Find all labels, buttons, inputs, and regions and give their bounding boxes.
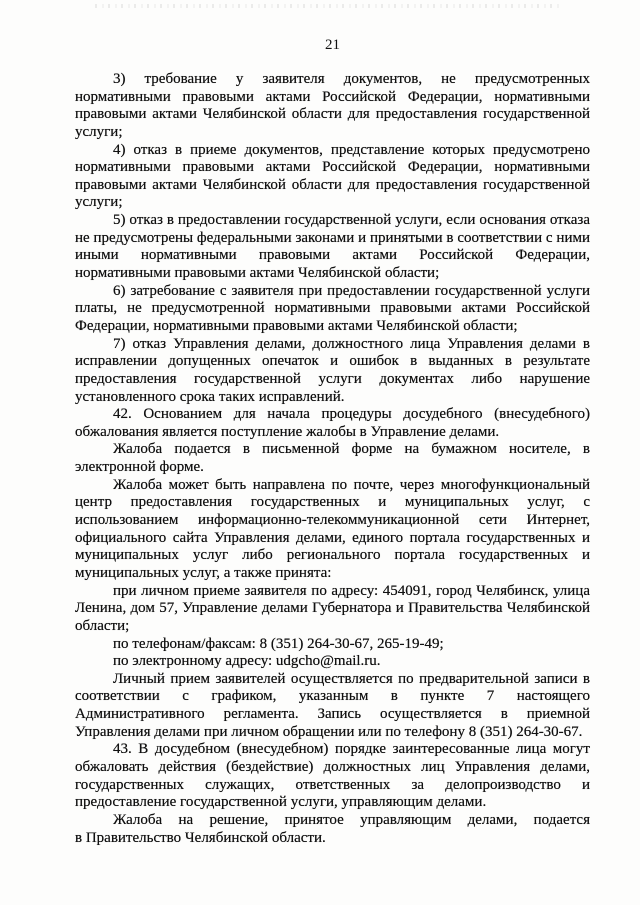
text-line: установленного срока таких исправлений. <box>75 388 345 405</box>
text-line: Жалоба подается в письменной форме на бумажном носителе, в <box>113 441 590 458</box>
paragraph-item-4 <box>75 142 590 213</box>
text-line: 42. Основанием для начала процедуры досудебного (внесудебного) <box>113 406 590 423</box>
text-line: не предусмотрены федеральными законами и принятыми в соответствии с ними <box>75 229 590 246</box>
text-line: официального сайта Управления делами, единого портала государственных и <box>75 529 590 546</box>
text-line: электронной форме. <box>75 459 204 476</box>
paragraph-phone-fax <box>75 636 590 654</box>
text-line: платы, не предусмотренной нормативными правовыми актами Российской <box>75 300 590 317</box>
paragraph-email <box>75 653 590 671</box>
text-line: правовыми актами Челябинской области для предоставления государственной <box>75 176 590 193</box>
text-line: обжаловать действия (бездействие) должностных лиц Управления делами, <box>75 758 590 775</box>
text-line: нормативными правовыми актами Российской Федерации, нормативными <box>75 159 590 176</box>
page-number: 21 <box>325 37 340 53</box>
text-line: иными нормативными правовыми актами Российской Федерации, <box>75 247 590 264</box>
paragraph-item-6 <box>75 283 590 336</box>
text-line: нормативными правовыми актами Челябинской области; <box>75 265 440 282</box>
text-line: услуги; <box>75 123 123 140</box>
scan-noise <box>95 4 560 8</box>
paragraph-section-43 <box>75 741 590 812</box>
text-line: Ленина, дом 57, Управление делами Губернатора и Правительства Челябинской <box>75 600 590 617</box>
text-line: по электронному адресу: udgcho@mail.ru. <box>113 653 381 670</box>
paragraph-reception-schedule <box>75 671 590 742</box>
text-line: Управления делами при личном обращении или по телефону 8 (351) 264-30-67. <box>75 723 583 740</box>
text-line: 3) требование у заявителя документов, не предусмотренных <box>113 71 590 87</box>
document-body <box>75 71 590 847</box>
text-line: использованием информационно-телекоммуникационной сети Интернет, <box>75 512 590 529</box>
text-line: обжалования является поступление жалобы в Управление делами. <box>75 423 500 440</box>
text-line: 7) отказ Управления делами, должностного лица Управления делами в <box>113 335 590 352</box>
text-line: в Правительство Челябинской области. <box>75 829 326 846</box>
text-line: 5) отказ в предоставлении государственной услуги, если основания отказа <box>113 212 590 229</box>
text-line: государственных служащих, ответственных за делопроизводство и <box>75 776 590 793</box>
text-line: соответствии с графиком, указанным в пункте 7 настоящего <box>75 688 590 705</box>
text-line: по телефонам/факсам: 8 (351) 264-30-67, 265-19-49; <box>113 635 444 652</box>
paragraph-complaint-government <box>75 812 590 847</box>
text-line: Федерации, нормативными правовыми актами Челябинской области; <box>75 317 518 334</box>
text-line: 6) затребование с заявителя при предоставлении государственной услуги <box>113 282 590 299</box>
paragraph-complaint-form <box>75 441 590 476</box>
text-line: центр предоставления государственных и муниципальных услуг, с <box>75 494 590 511</box>
text-line: нормативными правовыми актами Российской Федерации, нормативными <box>75 88 590 105</box>
text-line: муниципальных услуг либо регионального портала государственных и <box>75 547 590 564</box>
paragraph-section-42 <box>75 406 590 441</box>
text-line: муниципальных услуг, а также принята: <box>75 564 332 581</box>
paragraph-in-person-address <box>75 583 590 636</box>
text-line: Личный прием заявителей осуществляется по предварительной записи в <box>113 670 590 687</box>
paragraph-item-7 <box>75 336 590 407</box>
paragraph-complaint-channels <box>75 477 590 583</box>
text-line: Административного регламента. Запись осуществляется в приемной <box>75 706 590 723</box>
text-line: 43. В досудебном (внесудебном) порядке заинтересованные лица могут <box>113 741 590 758</box>
text-line: предоставление государственной услуги, управляющим делами. <box>75 794 487 811</box>
text-line: предоставления государственной услуги документах либо нарушение <box>75 370 590 387</box>
text-line: исправлении допущенных опечаток и ошибок в выданных в результате <box>75 353 590 370</box>
text-line: области; <box>75 617 130 634</box>
text-line: Жалоба на решение, принятое управляющим делами, подается <box>113 811 590 828</box>
text-line: Жалоба может быть направлена по почте, через многофункциональный <box>113 476 590 493</box>
paragraph-item-5 <box>75 212 590 283</box>
text-line: правовыми актами Челябинской области для предоставления государственной <box>75 106 590 123</box>
text-line: услуги; <box>75 194 123 211</box>
text-line: при личном приеме заявителя по адресу: 454091, город Челябинск, улица <box>113 582 590 599</box>
text-line: 4) отказ в приеме документов, представление которых предусмотрено <box>113 141 590 158</box>
paragraph-item-3 <box>75 71 590 142</box>
